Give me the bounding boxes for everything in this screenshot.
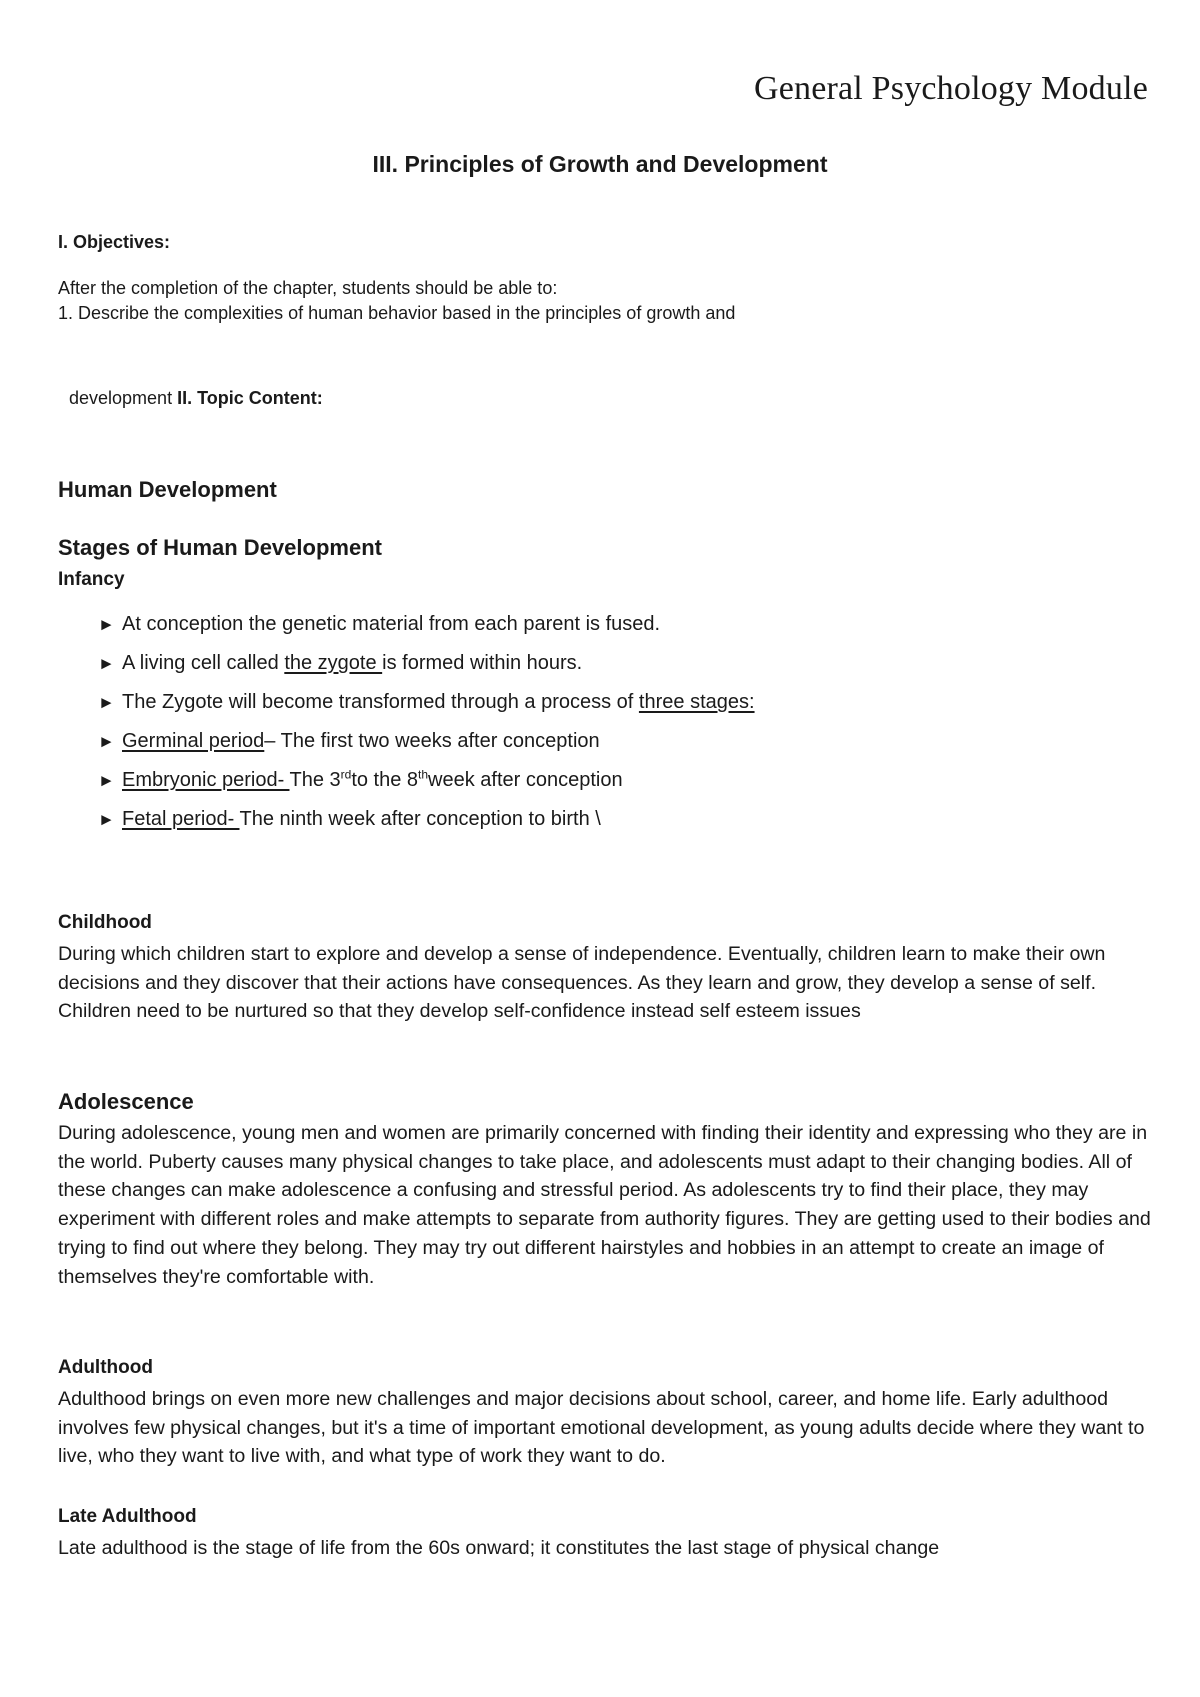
bullet-text: The Zygote will become transformed through a process of	[122, 691, 639, 713]
list-item	[98, 768, 755, 807]
adulthood-paragraph: Adulthood brings on even more new challenges and major decisions about school, career, and home life. Early adulthood involves few physical changes, but it's a time of important emotional development, as young adults decide where they want to live, who they want to live with, and what type of work they want to do.	[58, 1388, 1145, 1468]
bullet-text: – The first two weeks after conception	[264, 730, 600, 752]
bullet-underlined-term: Germinal period	[122, 730, 265, 752]
bullet-text: is formed within hours.	[382, 652, 583, 674]
running-header: General Psychology Module	[753, 70, 1148, 107]
bullet-underlined-term: Fetal period-	[122, 808, 240, 830]
adolescence-paragraph: During adolescence, young men and women are primarily concerned with finding their identity and expressing who they are in the world. Puberty causes many physical changes to take place, and adolescents must adapt to their changing bodies. All of these changes can make adolescence a confusing and stressful period. As adolescents try to find their place, they may experiment with different roles and make attempts to separate from authority figures. They are getting used to their bodies and trying to find out where they belong. They may try out different hairstyles and hobbies in an attempt to create an image of themselves they're comfortable with.	[58, 1122, 1151, 1288]
list-item	[98, 690, 755, 729]
arrow-bullet-icon: ►	[98, 693, 115, 712]
ordinal-superscript: rd	[340, 767, 352, 782]
late-adulthood-heading: Late Adulthood	[58, 1506, 197, 1527]
late-adulthood-paragraph: Late adulthood is the stage of life from the 60s onward; it constitutes the last stage of physical change	[58, 1537, 940, 1559]
arrow-bullet-icon: ►	[98, 615, 115, 634]
adulthood-heading: Adulthood	[58, 1357, 153, 1378]
list-item	[98, 807, 755, 846]
bullet-text: At conception the genetic material from each parent is fused.	[122, 613, 661, 635]
arrow-bullet-icon: ►	[98, 771, 115, 790]
bullet-text: week after conception	[428, 769, 623, 791]
ordinal-superscript: th	[418, 767, 429, 782]
list-item	[98, 651, 755, 690]
objective-item-1: 1. Describe the complexities of human behavior based in the principles of growth and	[58, 303, 736, 323]
infancy-bullet-list	[98, 612, 755, 846]
objectives-heading: I. Objectives:	[58, 232, 171, 252]
bullet-underlined-term: Embryonic period-	[122, 769, 290, 791]
list-item	[98, 612, 755, 651]
objective-item-1-continuation	[69, 388, 323, 409]
topic-content-heading: II. Topic Content:	[177, 388, 323, 408]
bullet-text: to the 8	[351, 769, 419, 791]
bullet-text: The ninth week after conception to birth \	[239, 808, 601, 830]
bullet-underlined-term: three stages:	[638, 691, 755, 713]
bullet-text: The 3	[289, 769, 341, 791]
arrow-bullet-icon: ►	[98, 810, 115, 829]
list-item	[98, 729, 755, 768]
objectives-intro: After the completion of the chapter, students should be able to:	[58, 278, 558, 298]
bullet-text: A living cell called	[122, 652, 285, 674]
arrow-bullet-icon: ►	[98, 654, 115, 673]
childhood-paragraph: During which children start to explore and develop a sense of independence. Eventually, children learn to make their own decisions and they discover that their actions have consequences. As they learn and grow, they develop a sense of self. Children need to be nurtured so that they develop self-confidence instead self esteem issues	[58, 943, 1106, 1023]
childhood-heading: Childhood	[58, 912, 152, 933]
chapter-title: III. Principles of Growth and Development	[372, 151, 828, 177]
stages-heading: Stages of Human Development	[58, 535, 382, 560]
adolescence-heading: Adolescence	[58, 1089, 194, 1114]
objective-continuation-text: development	[69, 388, 173, 408]
arrow-bullet-icon: ►	[98, 732, 115, 751]
human-development-heading: Human Development	[58, 477, 277, 502]
infancy-heading: Infancy	[58, 569, 125, 590]
bullet-underlined-term: the zygote	[284, 652, 383, 674]
